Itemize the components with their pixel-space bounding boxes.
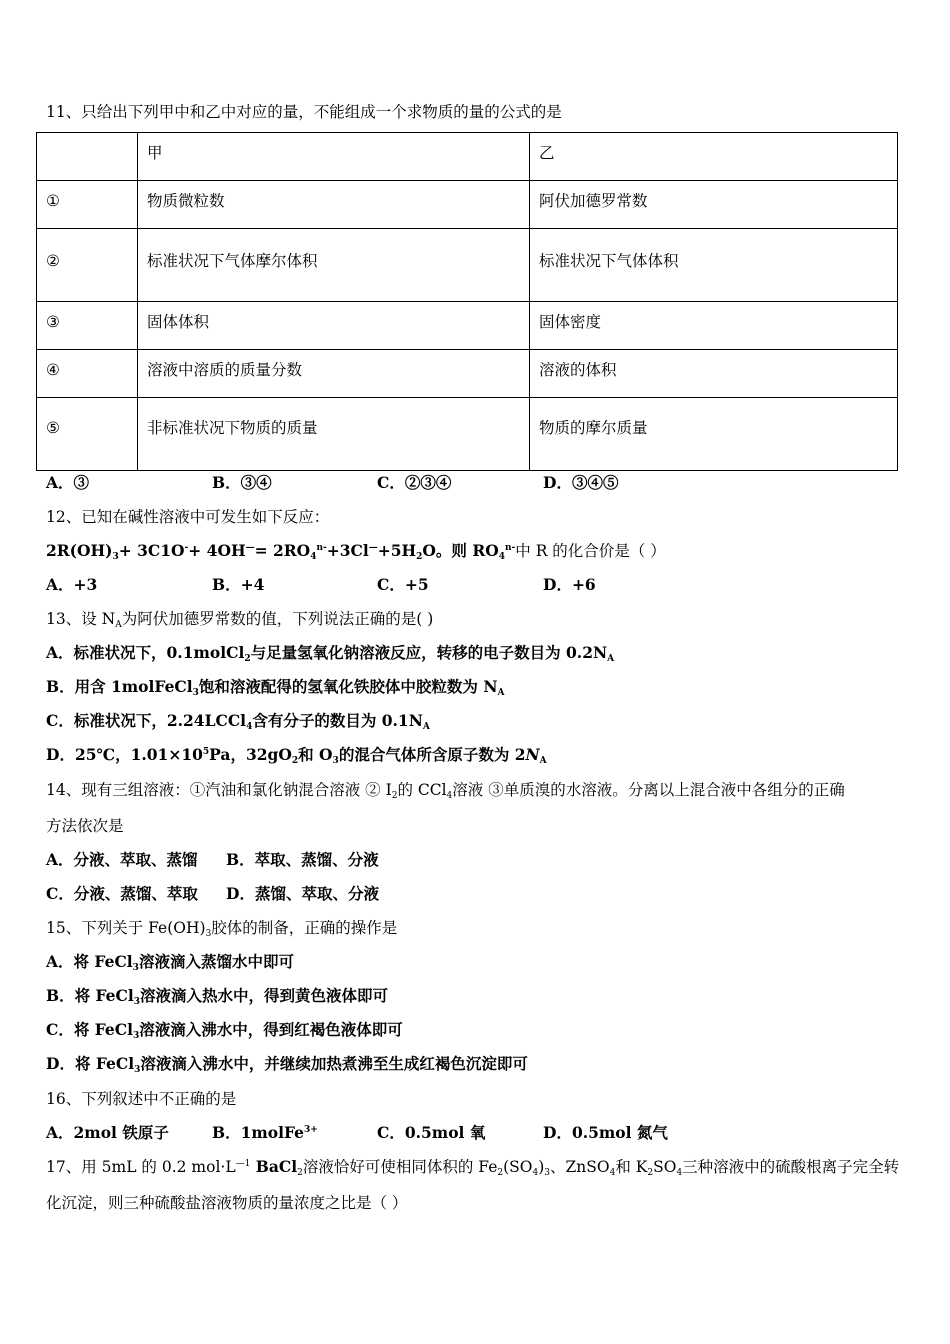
q15-option-c: C．将 FeCl$_3$溶液滴入沸水中，得到红褐色液体即可 [46, 1020, 403, 1041]
q16-option-a: A．2mol 铁原子 [46, 1123, 169, 1142]
q12-equation: $2R(OH)_3+ 3C1O^-+ 4OH^—= 2RO_4^{n-}+3Cl^—+5H_2O$。则 $RO_4^{n-}$中 R 的化合价是（ ） [46, 541, 666, 562]
q12-option-b: B．+4 [212, 575, 265, 594]
q16-stem: 16、下列叙述中不正确的是 [46, 1090, 237, 1108]
q14-stem-line2: 方法依次是 [46, 817, 124, 835]
row-yi: 溶液的体积 [530, 350, 898, 398]
table-row [37, 302, 898, 350]
q13-option-a: A．标准状况下，0.1molCl$_2$与足量氢氧化钠溶液反应，转移的电子数目为 $0.2N_A$ [46, 643, 615, 664]
row-num: ① [37, 181, 138, 229]
q15-option-b: B．将 FeCl$_3$溶液滴入热水中，得到黄色液体即可 [46, 986, 389, 1007]
table-header-row [37, 133, 898, 181]
q11-option-d: D．③④⑤ [543, 473, 619, 492]
row-yi: 标准状况下气体体积 [530, 229, 898, 302]
header-cell-yi: 乙 [530, 133, 898, 181]
row-num: ② [37, 229, 138, 302]
row-jia: 标准状况下气体摩尔体积 [138, 229, 530, 302]
table-row [37, 229, 898, 302]
header-cell-0 [37, 133, 138, 181]
row-yi: 物质的摩尔质量 [530, 398, 898, 471]
q14-option-b: B．萃取、蒸馏、分液 [226, 850, 379, 869]
q12-option-d: D．+6 [543, 575, 596, 594]
table-row [37, 398, 898, 471]
q13-stem: 13、设 $N_A$为阿伏加德罗常数的值，下列说法正确的是( ) [46, 610, 434, 630]
q11-option-c: C．②③④ [377, 473, 452, 492]
q13-option-b: B．用含 1molFeCl$_3$饱和溶液配得的氢氧化铁胶体中胶粒数为 $N_A$ [46, 677, 505, 698]
q17-stem-line1: 17、用 5mL 的 0.2 $mol\cdot L^{—1}$ BaCl$_2$溶液恰好可使相同体积的 $Fe_2(SO_4)_3$、ZnSO$_4$和 $K_2SO_4$三种溶液中的硫酸根离子完全转 [46, 1157, 900, 1178]
q13-option-c: C．标准状况下，2.24LCCl$_4$含有分子的数目为 $0.1N_A$ [46, 711, 430, 732]
row-jia: 固体体积 [138, 302, 530, 350]
row-jia: 溶液中溶质的质量分数 [138, 350, 530, 398]
q16-option-b: B．1molFe$^{3+}$ [212, 1123, 318, 1142]
q11-option-a: A．③ [46, 473, 90, 492]
row-num: ⑤ [37, 398, 138, 471]
q14-option-d: D．蒸馏、萃取、分液 [226, 884, 379, 903]
q11-table [36, 132, 898, 471]
q15-stem: 15、下列关于 $Fe(OH)_3$胶体的制备，正确的操作是 [46, 919, 398, 939]
q16-option-c: C．0.5mol 氧 [377, 1123, 486, 1142]
q16-option-d: D．0.5mol 氮气 [543, 1123, 668, 1142]
header-cell-jia: 甲 [138, 133, 530, 181]
q15-option-a: A．将 FeCl$_3$溶液滴入蒸馏水中即可 [46, 952, 294, 973]
row-jia: 物质微粒数 [138, 181, 530, 229]
q12-option-c: C．+5 [377, 575, 429, 594]
q12-stem: 12、已知在碱性溶液中可发生如下反应： [46, 508, 330, 526]
q11-stem: 11、只给出下列甲中和乙中对应的量，不能组成一个求物质的量的公式的是 [46, 103, 562, 121]
row-yi: 阿伏加德罗常数 [530, 181, 898, 229]
table-row [37, 350, 898, 398]
q14-option-a: A．分液、萃取、蒸馏 [46, 850, 198, 869]
table-row [37, 181, 898, 229]
q14-option-c: C．分液、蒸馏、萃取 [46, 884, 198, 903]
q11-option-b: B．③④ [212, 473, 272, 492]
row-yi: 固体密度 [530, 302, 898, 350]
row-num: ③ [37, 302, 138, 350]
row-jia: 非标准状况下物质的质量 [138, 398, 530, 471]
q12-option-a: A．+3 [46, 575, 98, 594]
q14-stem-line1: 14、现有三组溶液：①汽油和氯化钠混合溶液 ② $I_2$的 CCl$_4$溶液 ③单质溴的水溶液。分离以上混合液中各组分的正确 [46, 781, 845, 801]
row-num: ④ [37, 350, 138, 398]
q17-stem-line2: 化沉淀，则三种硫酸盐溶液物质的量浓度之比是（ ） [46, 1194, 408, 1212]
q15-option-d: D．将 FeCl$_3$溶液滴入沸水中，并继续加热煮沸至生成红褐色沉淀即可 [46, 1054, 528, 1075]
q13-option-d: D．25℃，$1.01\times 10^5Pa$，$32gO_2$和 $O_3$的混合气体所含原子数为 $2N_A$ [46, 745, 547, 766]
